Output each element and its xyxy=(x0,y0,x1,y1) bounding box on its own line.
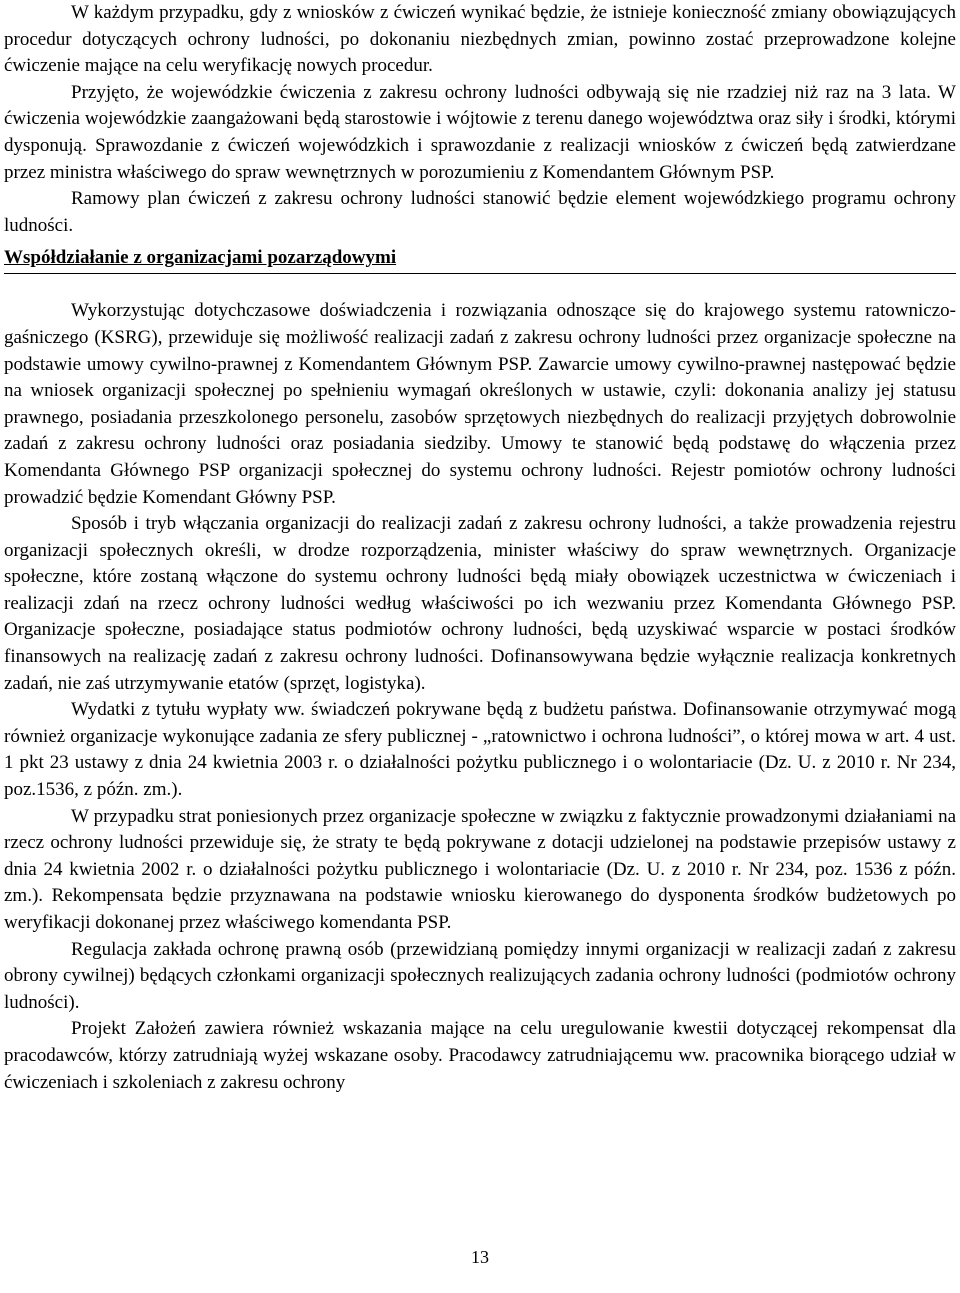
paragraph-framework-plan: Ramowy plan ćwiczeń z zakresu ochrony ludności stanowić będzie element wojewódzkiego programu ochrony ludności. xyxy=(4,188,956,236)
paragraph-employer-compensation: Projekt Założeń zawiera również wskazania mające na celu uregulowanie kwestii dotyczącej rekompensat dla pracodawców, którzy zatrudniają wyżej wskazane osoby. Pracodawcy zatrudniającemu ww. pracownika biorącego udział w ćwiczeniach i szkoleniach z zakresu ochrony xyxy=(4,1018,956,1093)
paragraph-legal-protection: Regulacja zakłada ochronę prawną osób (przewidzianą pomiędzy innymi organizacji w realizacji zadań z zakresu obrony cywilnej) będących członkami organizacji społecznych realizujących zadania ochrony ludności (podmiotów ochrony ludności). xyxy=(4,938,956,1013)
paragraph-expenses: Wydatki z tytułu wypłaty ww. świadczeń pokrywane będą z budżetu państwa. Dofinansowanie otrzymywać mogą również organizacje wykonujące zadania ze sfery publicznej - „ratownictwo i ochrona ludności”, o której mowa w art. 4 ust. 1 pkt 23 ustawy z dnia 24 kwietnia 2003 r. o działalności pożytku publicznego i o wolontariacie (Dz. U. z 2010 r. Nr 234, poz.1536, z późn. zm.). xyxy=(4,699,956,801)
paragraph-voivodeship-exercises: Przyjęto, że wojewódzkie ćwiczenia z zakresu ochrony ludności odbywają się nie rzadziej niż raz na 3 lata. W ćwiczenia wojewódzkie zaangażowani będą starostowie i wójtowie z terenu danego województwa oraz siły i środki, którymi dysponują. Sprawozdanie z ćwiczeń wojewódzkich i sprawozdanie z realizacji wniosków z ćwiczeń będą zatwierdzane przez ministra właściwego do spraw wewnętrznych w porozumieniu z Komendantem Głównym PSP. xyxy=(4,81,956,183)
paragraph-losses: W przypadku strat poniesionych przez organizacje społeczne w związku z faktycznie prowadzonymi działaniami na rzecz ochrony ludności przewiduje się, że straty te będą pokrywane z dotacji udzielonej na podstawie przepisów ustawy z dnia 24 kwietnia 2002 r. o działalności pożytku publicznego i wolontariacie (Dz. U. z 2010 r. Nr 234, poz. 1536 z późn. zm.). Rekompensata będzie przyznawana na podstawie wniosku kierowanego do dysponenta środków budżetowych po weryfikacji dokonanej przez właściwego komendanta PSP. xyxy=(4,805,956,933)
paragraph-procedures: W każdym przypadku, gdy z wniosków z ćwiczeń wynikać będzie, że istnieje konieczność zmiany obowiązujących procedur dotyczących ochrony ludności, po dokonaniu niezbędnych zmian, powinno zostać przeprowadzone kolejne ćwiczenie mające na celu weryfikację nowych procedur. xyxy=(4,2,956,77)
document-page xyxy=(4,0,956,1096)
section-heading xyxy=(4,245,956,274)
paragraph-inclusion-mode: Sposób i tryb włączania organizacji do realizacji zadań z zakresu ochrony ludności, a także prowadzenia rejestru organizacji społecznych określi, w drodze rozporządzenia, minister właściwy do spraw wewnętrznych. Organizacje społeczne, które zostaną włączone do systemu ochrony ludności będą miały obowiązek uczestnictwa w ćwiczeniach i realizacji zdań na rzecz ochrony ludności według właściwości po ich wezwaniu przez Komendanta Głównego PSP. Organizacje społeczne, posiadające status podmiotów ochrony ludności, będą uzyskiwać wsparcie w postaci środków finansowych na realizację zadań z zakresu ochrony ludności. Dofinansowywana będzie wyłącznie realizacja konkretnych zadań, nie zaś utrzymywanie etatów (sprzęt, logistyka). xyxy=(4,513,956,694)
page-number: 13 xyxy=(471,1247,489,1267)
paragraph-ksrg: Wykorzystując dotychczasowe doświadczenia i rozwiązania odnoszące się do krajowego systemu ratowniczo-gaśniczego (KSRG), przewiduje się możliwość realizacji zadań z zakresu ochrony ludności przez organizacje społeczne na podstawie umowy cywilno-prawnej z Komendantem Głównym PSP. Zawarcie umowy cywilno-prawnej następować będzie na wniosek organizacji społecznej po spełnieniu wymagań określonych w ustawie, czyli: dokonania analizy jej statusu prawnego, posiadania przeszkolonego personelu, zasobów sprzętowych niezbędnych do realizacji przyjętych dobrowolnie zadań z zakresu ochrony ludności oraz posiadania siedziby. Umowy te stanowić będą podstawę do włączenia przez Komendanta Głównego PSP organizacji społecznej do systemu ochrony ludności. Rejestr pomiotów ochrony ludności prowadzić będzie Komendant Główny PSP. xyxy=(4,300,956,508)
section-heading-text: Współdziałanie z organizacjami pozarządowymi xyxy=(4,247,397,269)
